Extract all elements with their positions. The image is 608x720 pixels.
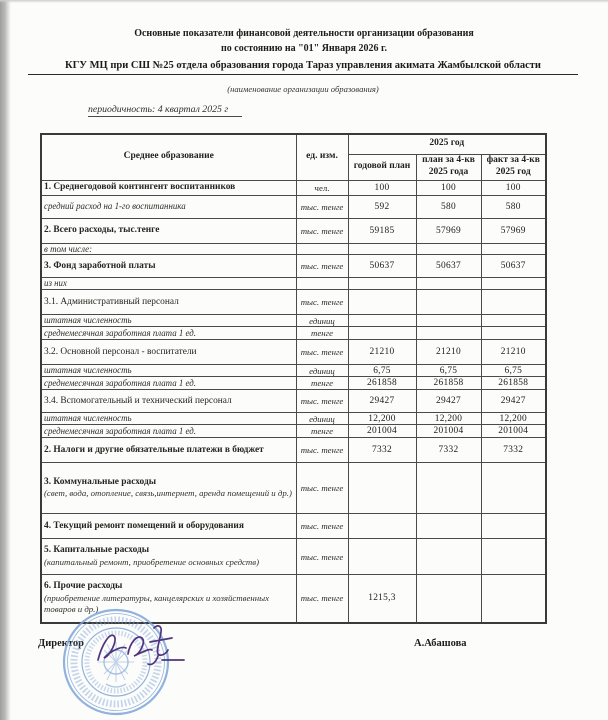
column-header-year: 2025 год (348, 134, 546, 154)
row-unit: тыс. тенге (296, 514, 348, 539)
row-value-q4-fact (481, 290, 546, 315)
row-label: среднемесячная заработная плата 1 ед. (41, 377, 296, 390)
row-value-q4-fact: 100 (481, 180, 546, 195)
row-value-q4-fact (481, 463, 546, 514)
row-value-q4-plan (416, 514, 481, 539)
row-value-q4-plan: 21210 (416, 340, 481, 365)
row-value-q4-fact: 6,75 (481, 365, 546, 377)
row-value-annual-plan: 592 (348, 195, 416, 218)
table-row (41, 463, 546, 514)
row-value-q4-plan: 7332 (416, 438, 481, 463)
row-value-annual-plan: 1215,3 (348, 575, 416, 623)
director-label: Директор (38, 638, 84, 649)
row-value-q4-fact (481, 327, 546, 340)
row-value-q4-plan (416, 315, 481, 327)
row-value-q4-plan (416, 463, 481, 514)
row-value-q4-fact (481, 539, 546, 575)
row-value-q4-fact: 580 (481, 195, 546, 218)
table-row (41, 425, 546, 438)
row-unit: тыс. тенге (296, 195, 348, 218)
row-label: 6. Прочие расходы (приобретение литературы, канцелярских и хозяйственных товаров и др.) (41, 575, 296, 623)
director-name: А.Абашова (414, 638, 467, 649)
row-value-q4-plan: 57969 (416, 218, 481, 243)
column-header-unit: ед. изм. (296, 134, 348, 180)
row-value-annual-plan: 12,200 (348, 413, 416, 425)
row-value-annual-plan (348, 315, 416, 327)
scan-edge (0, 0, 11, 720)
row-value-q4-fact: 21210 (481, 340, 546, 365)
row-value-q4-plan (416, 575, 481, 623)
row-value-q4-plan (416, 278, 481, 290)
table-row (41, 413, 546, 425)
row-value-annual-plan: 7332 (348, 438, 416, 463)
row-value-q4-plan: 6,75 (416, 365, 481, 377)
row-label: среднемесячная заработная плата 1 ед. (41, 327, 296, 340)
row-value-q4-plan: 29427 (416, 390, 481, 413)
column-header-annual-plan: годовой план (348, 154, 416, 180)
row-value-q4-plan: 50637 (416, 255, 481, 278)
row-value-q4-fact: 57969 (481, 218, 546, 243)
row-label: 3.1. Административный персонал (41, 290, 296, 315)
table-row (41, 365, 546, 377)
row-value-annual-plan (348, 327, 416, 340)
row-value-annual-plan (348, 243, 416, 255)
row-unit: тыс. тенге (296, 255, 348, 278)
row-value-annual-plan (348, 539, 416, 575)
table-header-row-1 (41, 134, 546, 154)
row-unit: чел. (296, 180, 348, 195)
director-signature (92, 620, 192, 672)
organization-name: КГУ МЦ при СШ №25 отдела образования города Тараз управления акимата Жамбылской области (28, 60, 578, 75)
row-value-q4-fact: 261858 (481, 377, 546, 390)
row-label: среднемесячная заработная плата 1 ед. (41, 425, 296, 438)
table-row (41, 390, 546, 413)
row-label: 3.2. Основной персонал - воспитатели (41, 340, 296, 365)
row-label: 3. Фонд заработной платы (41, 255, 296, 278)
row-value-annual-plan (348, 278, 416, 290)
row-value-q4-fact (481, 575, 546, 623)
row-value-q4-plan (416, 327, 481, 340)
row-unit (296, 243, 348, 255)
table-row (41, 218, 546, 243)
row-label: средний расход на 1-го воспитанника (41, 195, 296, 218)
row-value-q4-plan: 201004 (416, 425, 481, 438)
row-value-annual-plan: 29427 (348, 390, 416, 413)
row-value-q4-fact: 201004 (481, 425, 546, 438)
table-row (41, 243, 546, 255)
column-header-q4-plan: план за 4-кв 2025 года (416, 154, 481, 180)
table-row (41, 278, 546, 290)
table-row (41, 315, 546, 327)
row-value-annual-plan (348, 514, 416, 539)
row-value-q4-plan (416, 243, 481, 255)
column-header-q4-fact: факт за 4-кв 2025 год (481, 154, 546, 180)
row-value-q4-fact: 7332 (481, 438, 546, 463)
table-row (41, 255, 546, 278)
row-value-q4-plan: 100 (416, 180, 481, 195)
row-value-q4-plan: 12,200 (416, 413, 481, 425)
row-value-annual-plan (348, 463, 416, 514)
row-unit: тыс. тенге (296, 390, 348, 413)
row-value-q4-fact (481, 514, 546, 539)
row-unit: тыс. тенге (296, 539, 348, 575)
row-value-q4-fact (481, 243, 546, 255)
row-value-q4-plan: 580 (416, 195, 481, 218)
row-value-q4-plan (416, 290, 481, 315)
row-value-annual-plan: 100 (348, 180, 416, 195)
row-unit: тыс. тенге (296, 218, 348, 243)
row-value-annual-plan: 201004 (348, 425, 416, 438)
row-unit: тыс. тенге (296, 575, 348, 623)
row-unit: единиц (296, 365, 348, 377)
table-row (41, 195, 546, 218)
table-row (41, 377, 546, 390)
table-row (41, 514, 546, 539)
row-label: 5. Капитальные расходы (капитальный ремонт, приобретение основных средств) (41, 539, 296, 575)
row-value-annual-plan: 59185 (348, 218, 416, 243)
row-unit (296, 278, 348, 290)
row-label: 3. Коммунальные расходы (свет, вода, отопление, связь,интернет, аренда помещений и др.) (41, 463, 296, 514)
row-value-annual-plan (348, 290, 416, 315)
row-unit: тыс. тенге (296, 290, 348, 315)
row-value-annual-plan: 21210 (348, 340, 416, 365)
row-value-q4-fact: 29427 (481, 390, 546, 413)
row-label: 2. Всего расходы, тыс.тенге (41, 218, 296, 243)
row-label: 2. Налоги и другие обязательные платежи в бюджет (41, 438, 296, 463)
row-value-annual-plan: 6,75 (348, 365, 416, 377)
row-label: из них (41, 278, 296, 290)
row-label: 1. Среднегодовой контингент воспитанников (41, 180, 296, 195)
row-value-annual-plan: 50637 (348, 255, 416, 278)
row-unit: единиц (296, 315, 348, 327)
row-label: штатная численность (41, 365, 296, 377)
table-row (41, 327, 546, 340)
row-unit: единиц (296, 413, 348, 425)
organization-name-caption: (наименование организации образования) (227, 84, 379, 94)
table-row (41, 290, 546, 315)
financial-indicators-table (40, 133, 547, 624)
scan-edge (0, 0, 608, 3)
row-label: штатная численность (41, 413, 296, 425)
document-title-line1: Основные показатели финансовой деятельности организации образования (134, 28, 474, 39)
row-unit: тенге (296, 377, 348, 390)
row-unit: тыс. тенге (296, 340, 348, 365)
table-body (41, 180, 546, 623)
row-value-q4-fact (481, 278, 546, 290)
row-value-q4-fact: 50637 (481, 255, 546, 278)
row-label: 3.4. Вспомогательный и технический персонал (41, 390, 296, 413)
row-unit: тыс. тенге (296, 463, 348, 514)
document-title (30, 27, 578, 56)
row-value-annual-plan: 261858 (348, 377, 416, 390)
row-value-q4-fact: 12,200 (481, 413, 546, 425)
periodicity-note: периодичность: 4 квартал 2025 г (88, 104, 242, 117)
row-value-q4-plan (416, 539, 481, 575)
row-value-q4-plan: 261858 (416, 377, 481, 390)
row-value-q4-fact (481, 315, 546, 327)
table-row (41, 180, 546, 195)
column-header-section: Среднее образование (41, 134, 296, 180)
row-unit: тенге (296, 327, 348, 340)
row-label: штатная численность (41, 315, 296, 327)
table-row (41, 438, 546, 463)
row-label: 4. Текущий ремонт помещений и оборудования (41, 514, 296, 539)
row-unit: тыс. тенге (296, 438, 348, 463)
row-label: в том числе: (41, 243, 296, 255)
table-row (41, 340, 546, 365)
document-title-line2: по состоянию на "01" Января 2026 г. (221, 42, 387, 54)
table-row (41, 539, 546, 575)
row-unit: тенге (296, 425, 348, 438)
